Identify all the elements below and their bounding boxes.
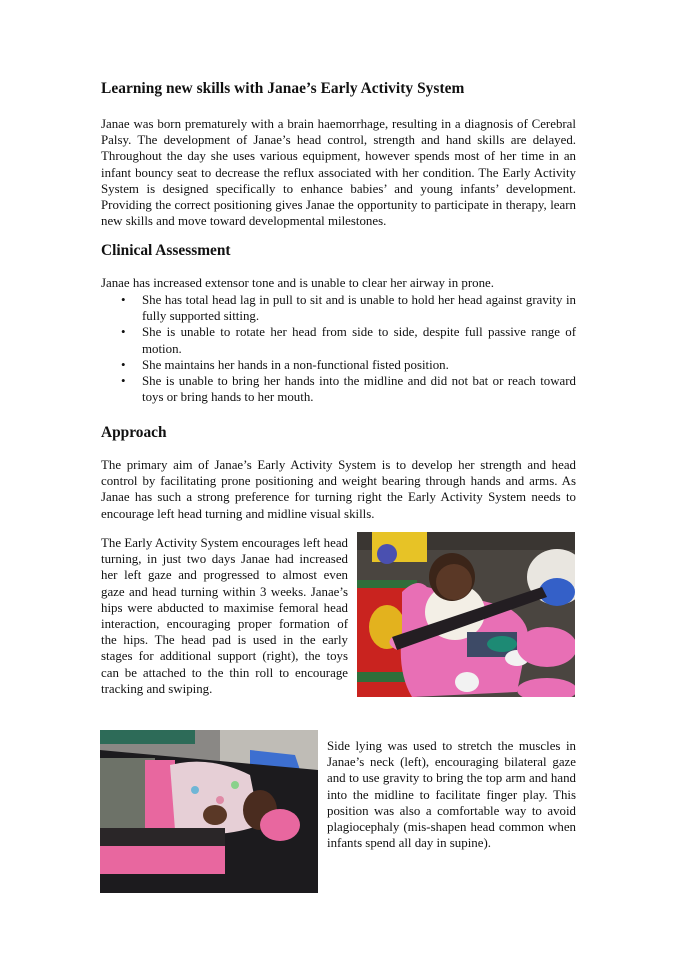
- photo-side-lying-infant-image: [100, 730, 318, 893]
- bullet-text: She has total head lag in pull to sit and is unable to hold her head against gravity in fully supported sitting.: [142, 293, 576, 324]
- photo-side-lying-infant: [100, 730, 318, 893]
- approach-paragraph-2: The Early Activity System encourages left head turning, in just two days Janae had increased her left gaze and progressed to almost even gaze and head turning within 3 weeks. Janae’s hips were abducted to maximise femoral head interaction, encouraging proper formation of the hips. The head pad is used in the early stages for additional support (right), the toys can be attached to the thin roll to encourage tracking and swiping.: [101, 536, 348, 696]
- clinical-bullet-list: [101, 292, 576, 405]
- bullet-icon: •: [121, 293, 126, 307]
- clinical-assessment-heading: Clinical Assessment: [101, 242, 231, 259]
- approach-paragraph-3: Side lying was used to stretch the muscles in Janae’s neck (left), encouraging bilateral gaze and to use gravity to bring the top arm and hand into the midline to facilitate finger play. This position was also a comfortable way to avoid plagiocephaly (mis-shapen head common when infants spend all day in supine).: [327, 739, 576, 851]
- bullet-item: [101, 324, 576, 356]
- approach-paragraph-1: The primary aim of Janae’s Early Activity System is to develop her strength and head control by facilitating prone positioning and weight bearing through hands and arms. As Janae has such a strong preference for turning right the Early Activity System needs to encourage left head turning and midline visual skills.: [101, 458, 576, 521]
- bullet-text: She is unable to bring her hands into the midline and did not bat or reach toward toys or bring hands to her mouth.: [142, 374, 576, 405]
- bullet-item: [101, 292, 576, 324]
- bullet-item: [101, 373, 576, 405]
- bullet-icon: •: [121, 374, 126, 389]
- intro-paragraph: Janae was born prematurely with a brain haemorrhage, resulting in a diagnosis of Cerebral Palsy. The development of Janae’s head control, strength and hand skills are delayed. Throughout the day she uses various equipment, however spends most of her time in an infant bouncy seat to decrease the reflux associated with her condition. The Early Activity System is designed specifically to enhance babies’ and young infants’ development. Providing the correct positioning gives Janae the opportunity to participate in therapy, learn new skills and move toward developmental milestones.: [101, 117, 576, 229]
- bullet-text: She maintains her hands in a non-functional fisted position.: [142, 357, 449, 372]
- bullet-item: [101, 357, 576, 373]
- bullet-icon: •: [121, 357, 126, 372]
- photo-seated-infant: [357, 532, 575, 697]
- photo-seated-infant-image: [357, 532, 575, 697]
- document-title: Learning new skills with Janae’s Early Activity System: [101, 80, 465, 97]
- bullet-text: She is unable to rotate her head from side to side, despite full passive range of motion.: [142, 325, 576, 356]
- bullet-icon: •: [121, 325, 126, 340]
- clinical-lead-paragraph: Janae has increased extensor tone and is unable to clear her airway in prone.: [101, 276, 495, 290]
- approach-heading: Approach: [101, 424, 167, 441]
